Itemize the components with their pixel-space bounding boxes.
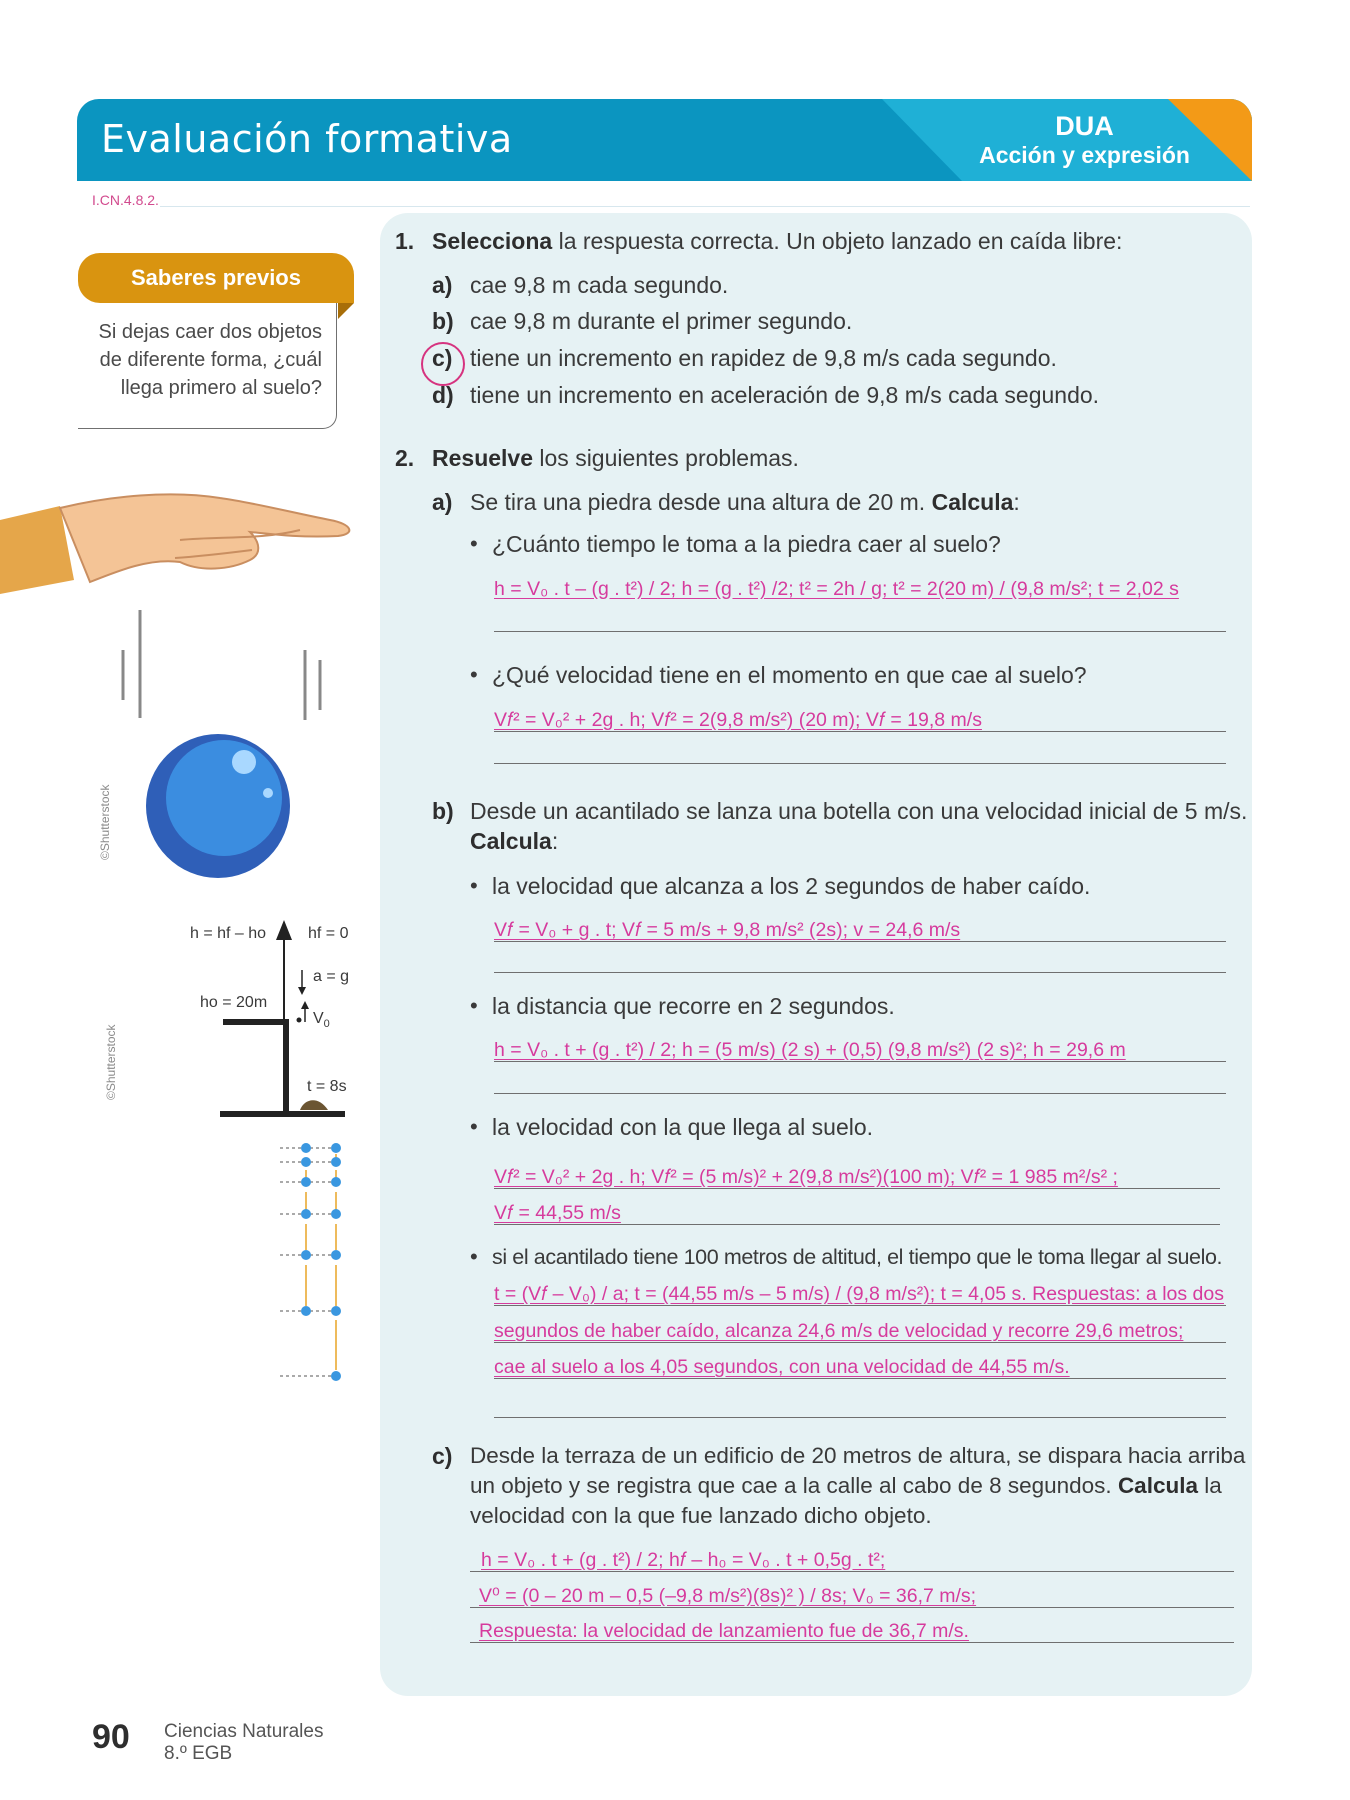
answer-b-3-line-2[interactable]: V𝑓 = 44,55 m/s <box>494 1202 621 1224</box>
answer-line <box>494 941 1226 942</box>
question-1-number: 1. <box>395 228 415 254</box>
problem-c-line-3: velocidad con la que fue lanzado dicho objeto. <box>470 1503 932 1528</box>
option-a-text: cae 9,8 m cada segundo. <box>470 272 729 298</box>
problem-b-statement: Desde un acantilado se lanza una botella con una velocidad inicial de 5 m/s. <box>470 798 1248 824</box>
answer-c-line-2[interactable]: V⁰ = (0 – 20 m – 0,5 (–9,8 m/s²)(8s)² ) / 8s; V₀ = 36,7 m/s; <box>479 1585 977 1607</box>
page-title: Evaluación formativa <box>101 117 513 161</box>
question-2-number: 2. <box>395 445 415 471</box>
option-c-letter[interactable]: c) <box>432 345 453 371</box>
height-formula-label: h = hf – ho <box>190 925 267 942</box>
answer-line <box>494 1378 1226 1379</box>
answer-line <box>494 1417 1226 1418</box>
answer-line <box>494 1342 1226 1343</box>
section-header <box>77 99 1252 181</box>
problem-c-line-1: Desde la terraza de un edificio de 20 metros de altura, se dispara hacia arriba <box>470 1443 1246 1468</box>
problem-b-question-1: la velocidad que alcanza a los 2 segundos de haber caído. <box>492 873 1091 899</box>
page-number: 90 <box>92 1718 130 1756</box>
answer-line <box>494 1305 1226 1306</box>
time-label: t = 8s <box>307 1078 347 1095</box>
problem-c-letter: c) <box>432 1443 453 1469</box>
initial-velocity-label: $V_0$ <box>313 1010 330 1031</box>
question-1-prompt: Selecciona la respuesta correcta. Un objeto lanzado en caída libre: <box>432 228 1123 254</box>
dua-badge <box>979 111 1190 169</box>
answer-b-2[interactable]: h = V₀ . t + (g . t²) / 2; h = (5 m/s) (2 s) + (0,5) (9,8 m/s²) (2 s)²; h = 29,6 m <box>494 1039 1126 1061</box>
problem-b-calcula: Calcula: <box>470 828 559 854</box>
question-2-prompt: Resuelve los siguientes problemas. <box>432 445 799 471</box>
answer-c-line-3[interactable]: Respuesta: la velocidad de lanzamiento fue de 36,7 m/s. <box>479 1620 969 1642</box>
answer-a-1[interactable]: h = V₀ . t – (g . t²) / 2; h = (g . t²) /2; t² = 2h / g; t² = 2(20 m) / (9,8 m/s²; t = 2,02 s <box>494 578 1179 600</box>
answer-line <box>470 1642 1234 1643</box>
problem-a-question-1: ¿Cuánto tiempo le toma a la piedra caer al suelo? <box>492 531 1001 557</box>
indicator-code: I.CN.4.8.2. <box>92 192 159 208</box>
answer-b-4-line-1[interactable]: t = (V𝑓 – V₀) / a; t = (44,55 m/s – 5 m/s) / (9,8 m/s²); t = 4,05 s. Respuestas: a los dos <box>494 1283 1224 1305</box>
bullet-dot: • <box>470 1114 478 1139</box>
bullet-dot: • <box>470 993 478 1018</box>
option-b-letter: b) <box>432 308 454 334</box>
problem-b-question-3: la velocidad con la que llega al suelo. <box>492 1114 874 1140</box>
problem-a-letter: a) <box>432 489 453 515</box>
final-height-label: hf = 0 <box>308 925 349 942</box>
hand-dropping-ball-illustration <box>0 490 370 880</box>
acceleration-label: a = g <box>313 968 350 985</box>
option-c-text: tiene un incremento en rapidez de 9,8 m/s cada segundo. <box>470 345 1057 371</box>
answer-b-3-line-1[interactable]: V𝑓² = V₀² + 2g . h; V𝑓² = (5 m/s)² + 2(9,8 m/s²)(100 m); V𝑓² = 1 985 m²/s² ; <box>494 1166 1118 1188</box>
image-credit: ©Shutterstock <box>104 1024 118 1100</box>
answer-a-2[interactable]: V𝑓² = V₀² + 2g . h; V𝑓² = 2(9,8 m/s²) (20 m); V𝑓 = 19,8 m/s <box>494 709 982 731</box>
dua-subtitle: Acción y expresión <box>979 142 1190 168</box>
problem-b-letter: b) <box>432 798 454 824</box>
image-credit: ©Shutterstock <box>98 784 112 860</box>
saberes-tab-fold <box>338 303 354 319</box>
answer-line <box>494 1061 1226 1062</box>
header-divider <box>160 206 1250 207</box>
answer-line <box>494 631 1226 632</box>
initial-height-label: ho = 20m <box>200 994 268 1011</box>
trajectory-dot-diagram <box>278 1140 350 1385</box>
answer-b-4-line-3[interactable]: cae al suelo a los 4,05 segundos, con una velocidad de 44,55 m/s. <box>494 1356 1070 1378</box>
answer-line <box>470 1571 1234 1572</box>
option-b-text: cae 9,8 m durante el primer segundo. <box>470 308 853 334</box>
answer-line <box>494 731 1226 732</box>
option-d-text: tiene un incremento en aceleración de 9,8 m/s cada segundo. <box>470 382 1100 408</box>
answer-line <box>494 1093 1226 1094</box>
answer-line <box>494 972 1226 973</box>
bullet-dot: • <box>470 531 478 556</box>
bullet-dot: • <box>470 662 478 687</box>
problem-a-statement: Se tira una piedra desde una altura de 20 m. Calcula: <box>470 489 1020 515</box>
option-a-letter: a) <box>432 272 453 298</box>
bullet-dot: • <box>470 873 478 898</box>
dua-label: DUA <box>1055 111 1114 141</box>
saberes-previos-title: Saberes previos <box>78 253 354 303</box>
problem-b-question-4: si el acantilado tiene 100 metros de altitud, el tiempo que le toma llegar al suelo. <box>492 1245 1223 1269</box>
footer-subject: Ciencias Naturales <box>164 1721 324 1742</box>
answer-line <box>494 1188 1220 1189</box>
problem-c-line-2: un objeto y se registra que cae a la calle al cabo de 8 segundos. Calcula la <box>470 1473 1222 1498</box>
saberes-previos-question: Si dejas caer dos objetos de diferente forma, ¿cuál llega primero al suelo? <box>98 321 322 399</box>
answer-c-line-1[interactable]: h = V₀ . t + (g . t²) / 2; h𝑓 – h₀ = V₀ . t + 0,5g . t²; <box>481 1549 886 1571</box>
footer-grade: 8.º EGB <box>164 1743 233 1764</box>
problem-b-question-2: la distancia que recorre en 2 segundos. <box>492 993 895 1019</box>
bullet-dot: • <box>470 1244 478 1269</box>
answer-line <box>470 1607 1234 1608</box>
answer-line <box>494 1224 1220 1225</box>
answer-line <box>494 763 1226 764</box>
answer-b-1[interactable]: V𝑓 = V₀ + g . t; V𝑓 = 5 m/s + 9,8 m/s² (2s); v = 24,6 m/s <box>494 919 961 941</box>
answer-b-4-line-2[interactable]: segundos de haber caído, alcanza 24,6 m/s de velocidad y recorre 29,6 metros; <box>494 1320 1184 1342</box>
problem-a-question-2: ¿Qué velocidad tiene en el momento en que cae al suelo? <box>492 662 1087 688</box>
option-d-letter: d) <box>432 382 454 408</box>
